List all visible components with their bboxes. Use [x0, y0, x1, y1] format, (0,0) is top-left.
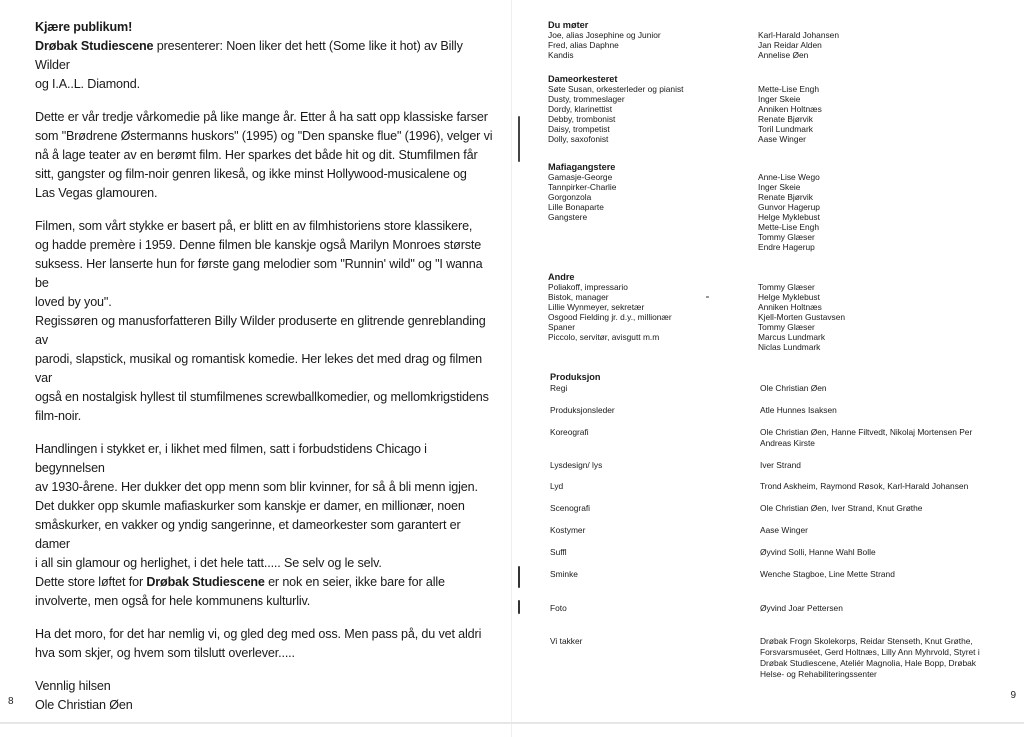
page-number-right: 9 — [1010, 690, 1016, 701]
scan-mark — [518, 566, 520, 588]
letter-paragraph-3: Handlingen i stykket er, i likhet med filmen, satt i forbudstidens Chicago i begynnelsen av 1930-årene. Her dukker det opp menn som blir kvinner, for så å bli menn igjen. Det dukker opp skumle mafiaskurker som kanskje er damer, en millionær, noen småskurker, en vakker og yndig sangerinne, et dameorkester som garantert er damer i all sin glamour og herlighet, i det hele tatt..... Se selv og le selv. Dette store løftet for Drøbak Studiescene er nok en seier, ikke bare for alle involverte, men også for hele kommunens kulturliv. — [35, 442, 478, 608]
letter-paragraph-4: Ha det moro, for det har nemlig vi, og gled deg med oss. Men pass på, du vet aldri hva som skjer, og hvem som tilslutt overlever..... — [35, 627, 482, 660]
list-item: Gamasje-George Anne-Lise Wego — [548, 172, 820, 182]
list-item: Dolly, saxofonist Aase Winger — [548, 134, 806, 144]
letter-paragraph-2: Filmen, som vårt stykke er basert på, er blitt en av filmhistoriens store klassikere, og hadde premère i 1959. Denne filmen ble kanskje også Marilyn Monroes største suksess. Her lanserte hun for første gang melodier som "Runnin' wild" og "I wanna be loved by you". Regissøren og manusforfatteren Billy Wilder produserte en glitrende genreblanding av parodi, slapstick, musikal og romantisk komedie. Her lekes det med drag og filmen var også en nostalgisk hyllest til stumfilmenes screwballkomedier, og mellomkrigstidens film-noir. — [35, 219, 489, 423]
list-item: Tannpirker-Charlie Inger Skeie — [548, 182, 801, 192]
page-bottom-edge — [0, 722, 1024, 724]
list-item: Mette-Lise Engh — [758, 222, 819, 232]
cast-group-dameorkesteret — [548, 74, 1008, 144]
cast-group-du-moter — [548, 20, 1008, 60]
list-item: Kandis Annelise Øen — [548, 50, 809, 60]
letter-intro: Drøbak Studiescene presenterer: Noen liker det hett (Some like it hot) av Billy Wilder og I.A..L. Diamond. — [35, 39, 463, 91]
production-heading: Produksjon — [550, 372, 601, 382]
scan-speck — [706, 296, 709, 298]
list-item: Spaner Tommy Glæser — [548, 322, 815, 332]
page-number-left: 8 — [8, 696, 14, 707]
letter-greeting: Kjære publikum! — [35, 20, 133, 34]
list-item: Poliakoff, impressario Tommy Glæser — [548, 282, 815, 292]
list-item: Fred, alias Daphne Jan Reidar Alden — [548, 40, 822, 50]
group-heading: Andre — [548, 272, 575, 282]
list-item: Dordy, klarinettist Anniken Holtnæs — [548, 104, 822, 114]
list-item: Piccolo, servitør, avisgutt m.m Marcus Lundmark — [548, 332, 826, 342]
list-item: Lille Bonaparte Gunvor Hagerup — [548, 202, 820, 212]
theatre-name: Drøbak Studiescene — [35, 39, 154, 53]
list-item: Tommy Glæser — [758, 232, 815, 242]
list-item: Lillie Wynmeyer, sekretær Anniken Holtnæs — [548, 302, 822, 312]
letter-signature: Ole Christian Øen — [35, 698, 133, 712]
group-heading: Du møter — [548, 20, 589, 30]
group-heading: Mafiagangstere — [548, 162, 616, 172]
list-item: Endre Hagerup — [758, 242, 815, 252]
list-item: Daisy, trompetist Toril Lundmark — [548, 124, 813, 134]
cast-group-mafiagangstere — [548, 162, 1008, 252]
list-item: Osgood Fielding jr. d.y., millionær Kjell-Morten Gustavsen — [548, 312, 846, 322]
letter-closing: Vennlig hilsen — [35, 679, 111, 693]
list-item: Niclas Lundmark — [758, 342, 821, 352]
group-heading: Dameorkesteret — [548, 74, 618, 84]
cast-group-andre — [548, 272, 1008, 352]
letter-paragraph-1: Dette er vår tredje vårkomedie på like mange år. Etter å ha satt opp klassiske farser som "Brødrene Østermanns huskors" (1995) og "Den spanske flue" (1996), velger vi nå å lage teater av en berømt film. Her sparkes det både hit og dit. Stumfilmen får sitt, gangster og film-noir genren likeså, og ikke minst Hollywood-musicalene og Las Vegas glamouren. — [35, 110, 493, 200]
list-item: Joe, alias Josephine og Junior Karl-Harald Johansen — [548, 30, 840, 40]
list-item: Dusty, trommeslager Inger Skeie — [548, 94, 801, 104]
list-item: Søte Susan, orkesterleder og pianist Mette-Lise Engh — [548, 84, 819, 94]
list-item: Bistok, manager Helge Myklebust — [548, 292, 820, 302]
list-item: Gangstere Helge Myklebust — [548, 212, 820, 222]
welcome-letter — [35, 18, 495, 715]
scan-mark — [518, 600, 520, 614]
scan-mark — [518, 116, 520, 162]
list-item: Debby, trombonist Renate Bjørvik — [548, 114, 813, 124]
list-item: Gorgonzola Renate Bjørvik — [548, 192, 813, 202]
page-fold — [511, 0, 512, 737]
